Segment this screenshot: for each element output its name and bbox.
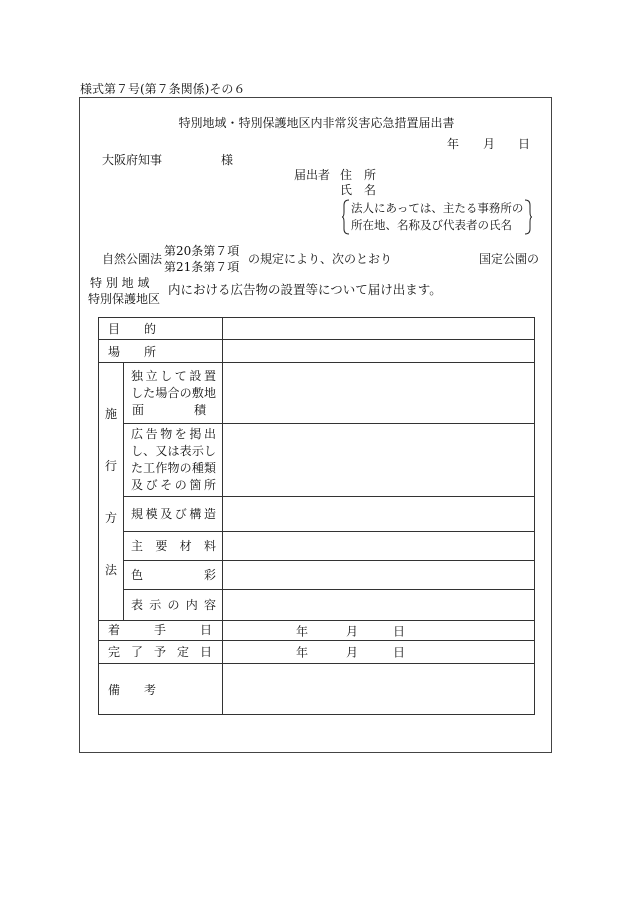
structure-kind-value[interactable] <box>223 424 535 497</box>
start-month: 月 <box>346 624 359 638</box>
materials-label: 主要材料 <box>131 538 217 553</box>
applicant-label: 届出者 <box>294 168 331 182</box>
addressee-honorific: 様 <box>221 153 234 167</box>
article-1: 第20条第７項 <box>164 244 240 258</box>
start-day: 日 <box>393 624 406 638</box>
location-label: 場 所 <box>108 344 157 359</box>
site-area-label: 独立して設置 した場合の敷地 面 積 <box>124 363 223 424</box>
form-title: 特別地域・特別保護地区内非常災害応急措置届出書 <box>178 116 455 130</box>
address-label: 住 所 <box>340 168 377 182</box>
article-2: 第21条第７項 <box>164 260 240 274</box>
notification-table <box>98 317 535 715</box>
corporate-note <box>342 199 532 235</box>
start-date-label-cell <box>99 621 223 641</box>
structure-kind-label: 広告物を掲出 し、又は表示し た工作物の種類 及びその箇所 <box>124 424 223 497</box>
remarks-value[interactable] <box>223 664 535 715</box>
form-number: 様式第７号(第７条関係)その６ <box>80 82 246 96</box>
closing-text: 内における広告物の設置等について届け出ます。 <box>168 282 442 297</box>
color-label: 色 彩 <box>131 567 217 582</box>
completion-day: 日 <box>393 645 406 660</box>
park-text: 国定公園の <box>479 252 540 266</box>
location-value[interactable] <box>223 340 535 363</box>
completion-month: 月 <box>346 645 359 660</box>
display-content-value[interactable] <box>223 590 535 621</box>
date-year: 年 <box>447 137 460 151</box>
law-name: 自然公園法 <box>102 252 163 266</box>
display-content-label-cell <box>124 590 223 621</box>
materials-value[interactable] <box>223 532 535 561</box>
start-year: 年 <box>296 624 309 638</box>
form-frame <box>79 97 552 753</box>
addressee-name: 大阪府知事 <box>102 153 163 167</box>
completion-date-value[interactable] <box>223 641 535 664</box>
completion-date-label-cell <box>99 641 223 664</box>
completion-year: 年 <box>296 645 309 660</box>
start-date-value[interactable] <box>223 621 535 641</box>
date-month: 月 <box>483 137 496 151</box>
area-special: 特 別 地 域 <box>90 276 150 290</box>
materials-label-cell <box>124 532 223 561</box>
purpose-value[interactable] <box>223 318 535 340</box>
note-line-1: 法人にあっては、主たる事務所の <box>351 201 524 215</box>
start-date-label: 着 手 日 <box>108 623 213 637</box>
display-content-label: 表示の内容 <box>131 597 217 612</box>
remarks-label: 備 考 <box>108 682 157 697</box>
color-label-cell <box>124 561 223 590</box>
name-label: 氏 名 <box>340 183 377 197</box>
purpose-label: 目 的 <box>108 322 157 336</box>
date-day: 日 <box>518 137 531 151</box>
remarks-label-cell <box>99 664 223 715</box>
note-line-2: 所在地、名称及び代表者の氏名 <box>351 218 512 232</box>
scale-value[interactable] <box>223 497 535 532</box>
method-label: 施 行 方 法 <box>99 363 124 621</box>
completion-date-label: 完了予定日 <box>108 644 213 659</box>
scale-label-cell <box>124 497 223 532</box>
location-label-cell <box>99 340 223 363</box>
scale-label: 規模及び構造 <box>131 506 217 521</box>
purpose-label-cell <box>99 318 223 340</box>
area-protection: 特別保護地区 <box>88 292 161 306</box>
site-area-value[interactable] <box>223 363 535 424</box>
provision-text: の規定により、次のとおり <box>248 252 393 266</box>
color-value[interactable] <box>223 561 535 590</box>
